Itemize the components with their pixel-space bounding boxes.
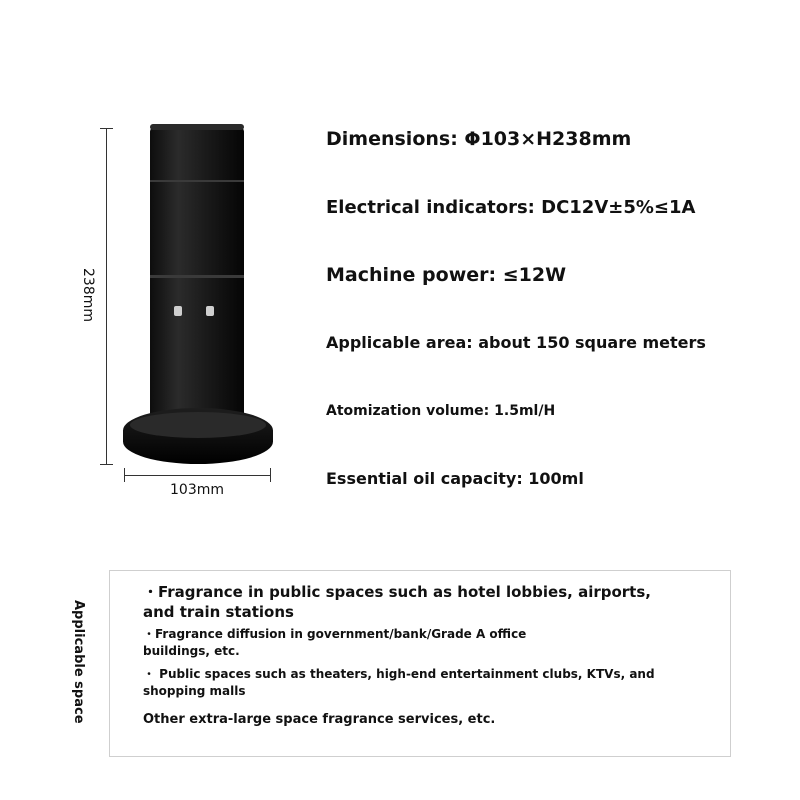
width-dimension-label: 103mm [170, 482, 224, 498]
width-dimension-cap-right [270, 468, 271, 482]
height-dimension-label: 238mm [80, 268, 96, 322]
diffuser-base-top [130, 412, 266, 438]
spec-atomization: Atomization volume: 1.5ml/H [326, 403, 556, 419]
height-dimension-line [106, 128, 107, 464]
height-dimension-cap-bottom [100, 464, 113, 465]
width-dimension-cap-left [124, 468, 125, 482]
power-button-icon [174, 306, 182, 316]
diffuser-body [150, 126, 244, 431]
mode-button-icon [206, 306, 214, 316]
spec-area: Applicable area: about 150 square meters [326, 333, 706, 352]
applicable-item: ・ Public spaces such as theaters, high-end entertainment clubs, KTVs, and shopping malls [143, 667, 655, 698]
spec-electrical: Electrical indicators: DC12V±5%≤1A [326, 197, 696, 218]
diffuser-seam-upper [150, 180, 244, 182]
applicable-space-label: Applicable space [71, 600, 86, 724]
spec-dimensions: Dimensions: Φ103×H238mm [326, 128, 632, 150]
spec-power: Machine power: ≤12W [326, 264, 567, 286]
height-dimension-cap-top [100, 128, 113, 129]
width-dimension-line [124, 475, 270, 476]
applicable-item: Other extra-large space fragrance services, etc. [143, 712, 496, 727]
diffuser-top-cap [150, 124, 244, 130]
applicable-item: ・Fragrance in public spaces such as hotel lobbies, airports, and train stations [143, 583, 651, 621]
spec-capacity: Essential oil capacity: 100ml [326, 469, 584, 488]
product-illustration [60, 110, 310, 510]
applicable-item: ・Fragrance diffusion in government/bank/Grade A office buildings, etc. [143, 627, 527, 658]
diffuser-seam-lower [150, 275, 244, 278]
